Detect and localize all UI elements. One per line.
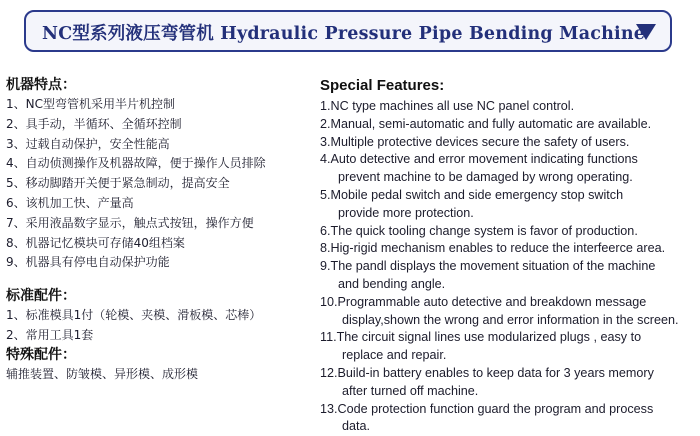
features-en-line: 5.Mobile pedal switch and side emergency stop switch	[320, 187, 624, 202]
features-cn-item: 4、自动侦测操作及机器故障，便于操作人员排除	[6, 156, 266, 171]
chinese-column	[6, 76, 316, 385]
standard-parts-item: 2、常用工具1套	[6, 327, 94, 342]
features-en-line: provide more protection.	[338, 205, 474, 220]
features-en-line: 6.The quick tooling change system is favor of production.	[320, 223, 638, 238]
features-en-heading: Special Features:	[320, 77, 445, 94]
triangle-down-icon[interactable]	[636, 24, 656, 40]
features-cn-item: 6、该机加工快、产量高	[6, 195, 134, 210]
features-en-line: 12.Build-in battery enables to keep data for 3 years memory	[320, 365, 654, 380]
features-cn-item: 8、机器记忆模块可存储40组档案	[6, 235, 185, 250]
features-en-line: prevent machine to be damaged by wrong operating.	[338, 170, 633, 185]
features-cn-item: 2、具手动，半循环、全循环控制	[6, 116, 182, 131]
features-cn-item: 7、采用液晶数字显示，触点式按钮，操作方便	[6, 215, 254, 230]
features-en-line: data.	[342, 419, 371, 434]
features-cn-heading: 机器特点：	[6, 77, 76, 93]
features-cn-item: 5、移动脚踏开关便于紧急制动，提高安全	[6, 176, 230, 191]
features-cn-item: 3、过载自动保护，安全性能高	[6, 136, 170, 151]
english-column	[320, 76, 696, 436]
features-en-line: and bending angle.	[338, 276, 446, 291]
features-cn-item: 9、机器具有停电自动保护功能	[6, 255, 170, 270]
features-en-line: after turned off machine.	[342, 383, 479, 398]
features-en-line: display,shown the wrong and error information in the screen.	[342, 312, 679, 327]
features-en-line: 11.The circuit signal lines use modularized plugs , easy to	[320, 330, 642, 345]
features-en-line: 3.Multiple protective devices secure the safety of users.	[320, 134, 630, 149]
page-title: NC型系列液压弯管机 Hydraulic Pressure Pipe Bending Machine	[42, 24, 646, 44]
features-en-line: 13.Code protection function guard the program and process	[320, 401, 654, 416]
features-cn-item: 1、NC型弯管机采用半片机控制	[6, 97, 175, 111]
features-en-line: 4.Auto detective and error movement indicating functions	[320, 152, 638, 167]
features-en-line: replace and repair.	[342, 348, 447, 363]
standard-parts-item: 1、标准模具1付（轮模、夹模、滑板模、芯棒）	[6, 308, 262, 323]
features-en-line: 1.NC type machines all use NC panel control.	[320, 99, 575, 113]
title-banner	[24, 10, 672, 52]
special-parts-heading: 特殊配件：	[6, 346, 76, 363]
standard-parts-heading: 标准配件：	[6, 288, 76, 305]
special-parts-item: 辅推装置、防皱模、异形模、成形模	[6, 366, 199, 381]
features-en-line: 10.Programmable auto detective and breakdown message	[320, 294, 647, 309]
features-en-line: 8.Hig-rigid mechanism enables to reduce the interfeerce area.	[320, 241, 666, 256]
features-en-line: 2.Manual, semi-automatic and fully automatic are available.	[320, 116, 652, 131]
features-en-line: 9.The pandl displays the movement situation of the machine	[320, 259, 656, 274]
